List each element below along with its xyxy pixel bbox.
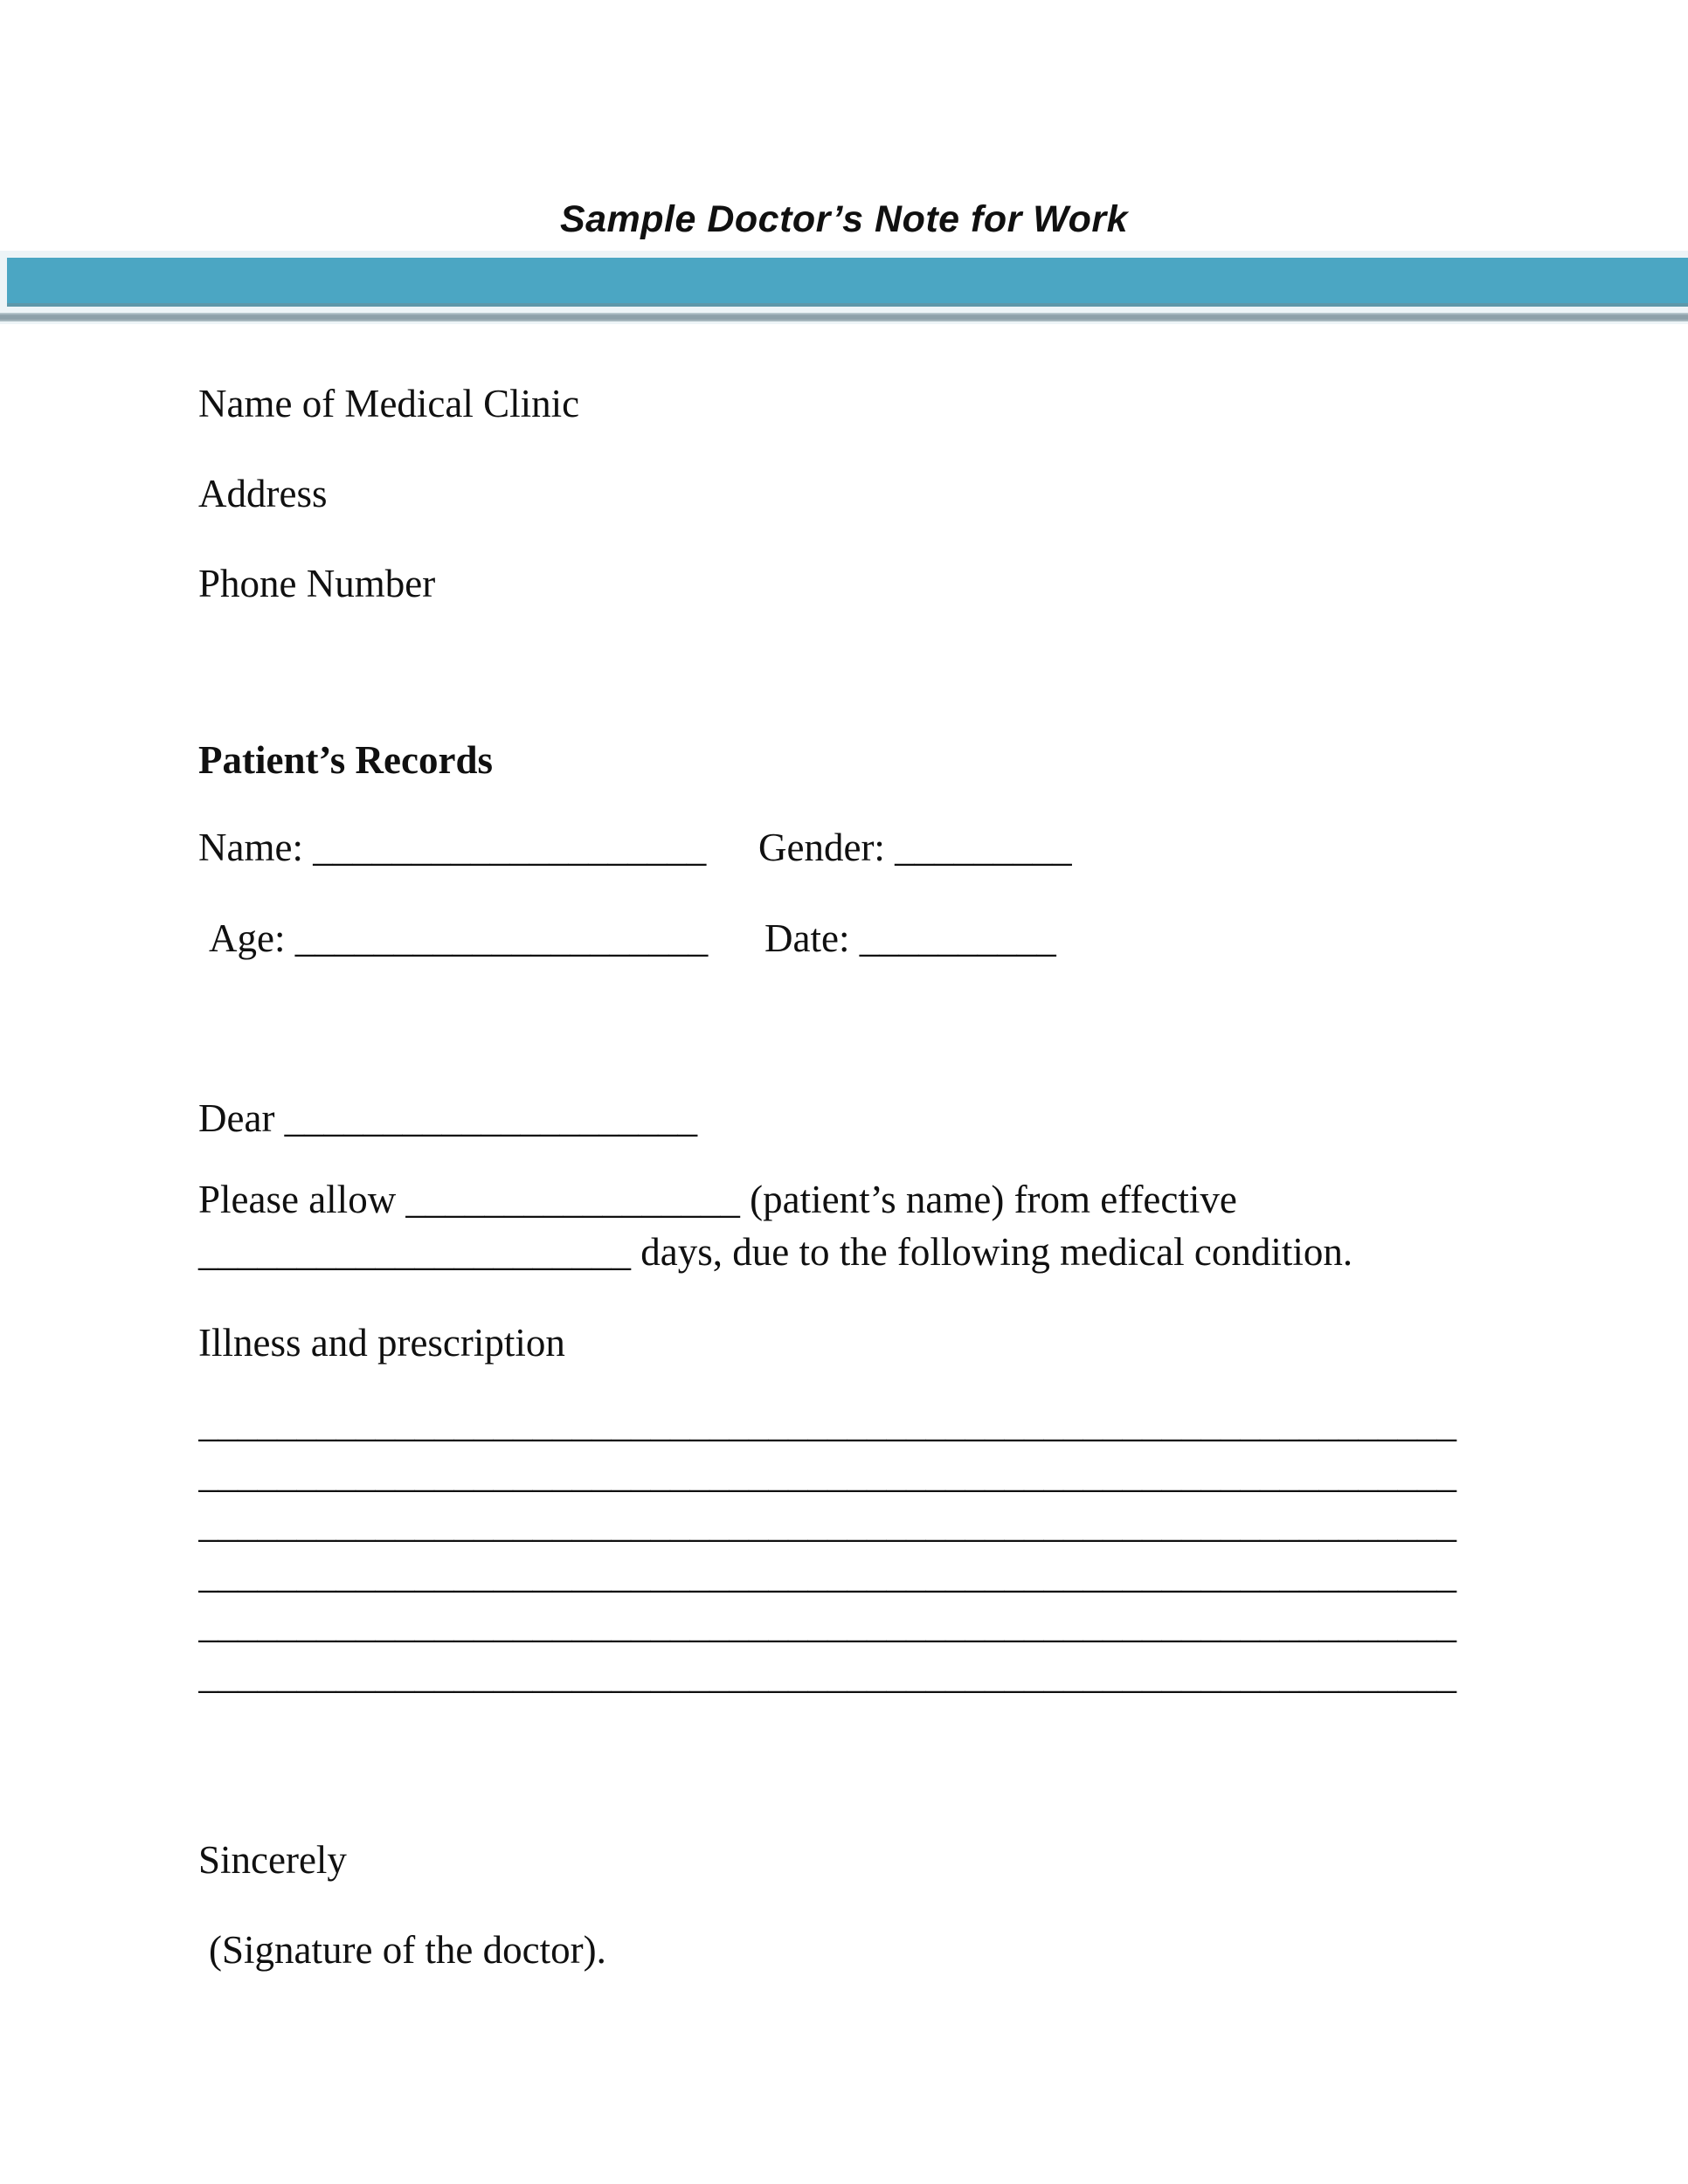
patient-gender-field: Gender: _________ [758, 826, 1072, 869]
signature-caption: (Signature of the doctor). [209, 1928, 606, 1972]
illness-blank-lines [198, 1399, 1472, 1700]
salutation-line: Dear _____________________ [198, 1096, 698, 1140]
patient-name-field: Name: ____________________ [198, 826, 707, 869]
patient-age-field: Age: _____________________ [209, 916, 709, 960]
blank-line: ________________________________________________________________ [198, 1401, 1456, 1445]
illness-heading: Illness and prescription [198, 1321, 565, 1365]
letter-body-paragraph [198, 1173, 1352, 1278]
blank-line: ________________________________________________________________ [198, 1552, 1456, 1596]
letter-body-line-2: ______________________ days, due to the following medical condition. [198, 1230, 1353, 1274]
blank-line: ________________________________________________________________ [198, 1502, 1456, 1545]
blank-line: ________________________________________________________________ [198, 1451, 1456, 1496]
header-gray-divider [0, 313, 1688, 321]
document-title: Sample Doctor’s Note for Work [559, 198, 1129, 240]
clinic-name-line: Name of Medical Clinic [198, 382, 580, 425]
header-teal-bar [7, 258, 1688, 307]
blank-line: ________________________________________________________________ [198, 1652, 1456, 1697]
clinic-phone-line: Phone Number [198, 562, 436, 605]
patient-date-field: Date: __________ [764, 916, 1056, 960]
blank-line: ________________________________________________________________ [198, 1602, 1456, 1646]
closing-line: Sincerely [198, 1838, 347, 1882]
patients-records-heading: Patient’s Records [198, 738, 493, 782]
clinic-address-line: Address [198, 472, 328, 515]
letter-body-line-1: Please allow _________________ (patient’s name) from effective [198, 1178, 1237, 1221]
